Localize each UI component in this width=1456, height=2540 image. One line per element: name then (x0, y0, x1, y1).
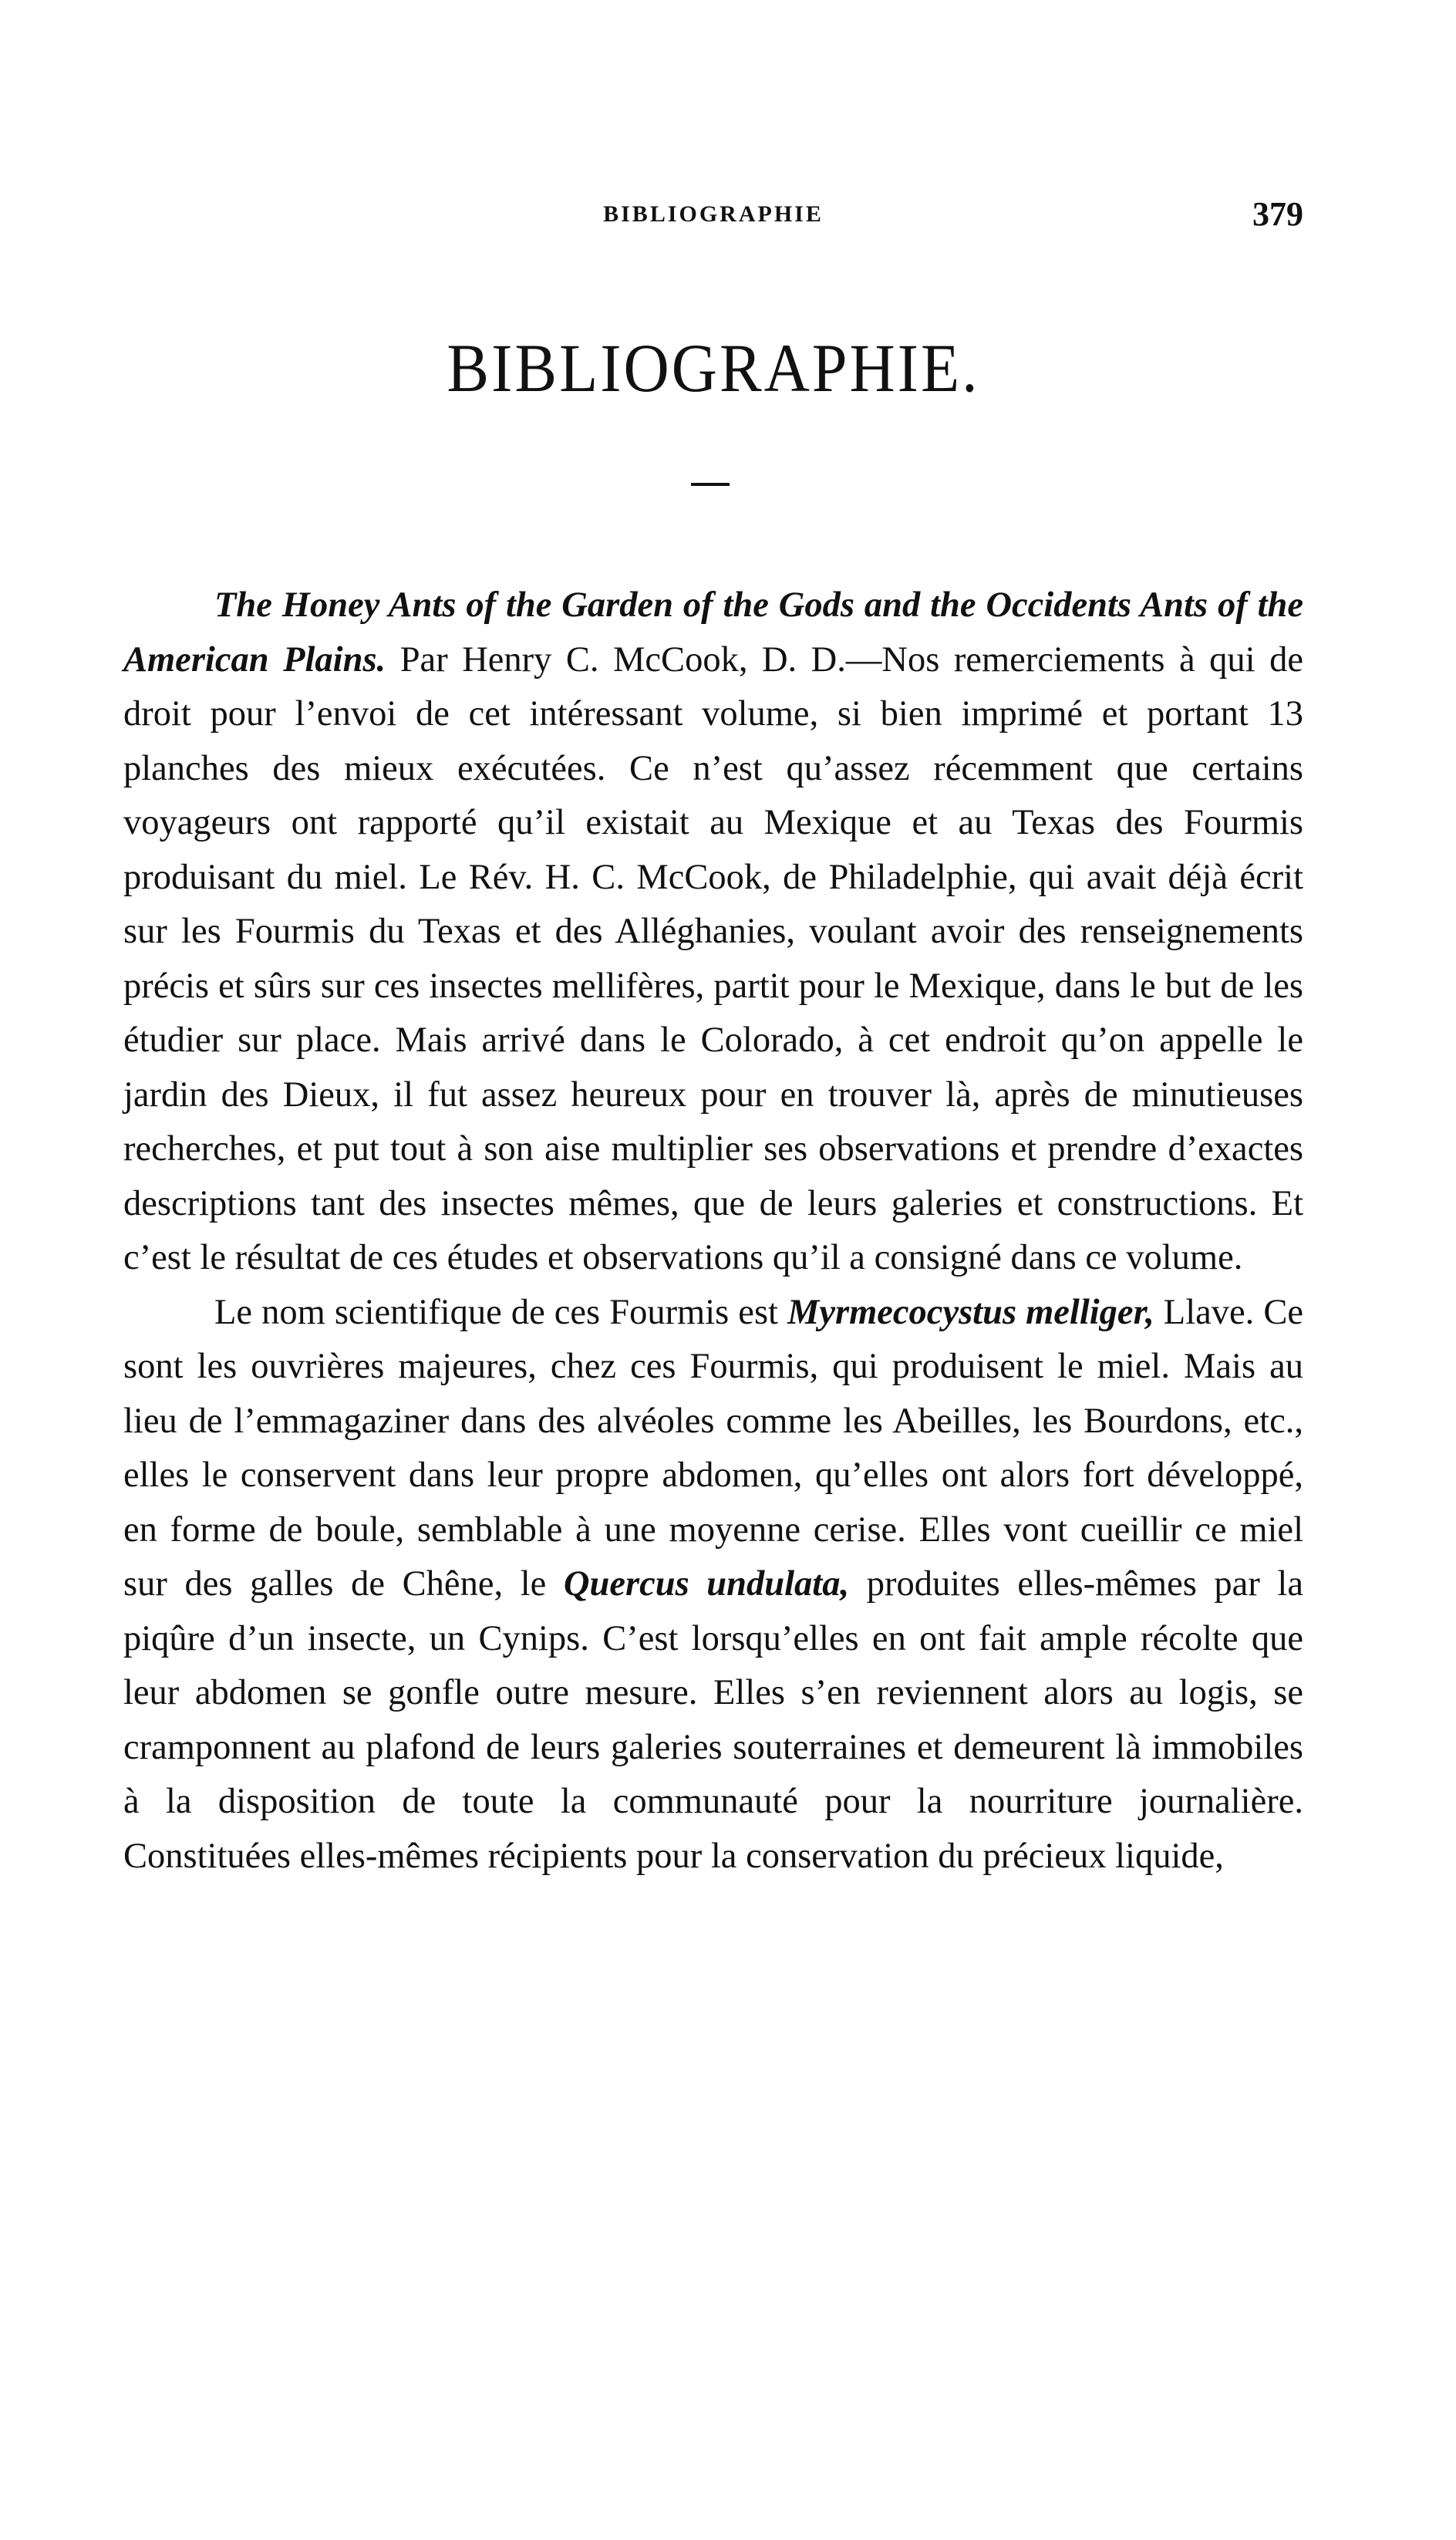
paragraph-2-text-start: Le nom scientifique de ces Fourmis est (214, 1292, 788, 1332)
page-number: 379 (1252, 195, 1303, 233)
paragraph-2-text-end: produites elles-mêmes par la piqûre d’un insecte, un Cynips. C’est lorsqu’elles en ont fait ample récolte que leur abdomen se gonfle outre mesure. Elles s’en reviennent alors au logis, se cramponnent au plafond de leurs galeries souterraines et demeurent là immobiles à la disposition de toute la communauté pour la nourriture journalière. Constituées elles-mêmes récipients pour la conservation du précieux liquide, (123, 1564, 1303, 1876)
paragraph-1-text: Par Henry C. McCook, D. D.—Nos remerciements à qui de droit pour l’envoi de cet intéressant volume, si bien imprimé et portant 13 planches des mieux exécutées. Ce n’est qu’assez récemment que certains voyageurs ont rapporté qu’il existait au Mexique et au Texas des Fourmis produisant du miel. Le Rév. H. C. McCook, de Philadelphie, qui avait déjà écrit sur les Fourmis du Texas et des Alléghanies, voulant avoir des renseignements précis et sûrs sur ces insectes mellifères, partit pour le Mexique, dans le but de les étudier sur place. Mais arrivé dans le Colorado, à cet endroit qu’on appelle le jardin des Dieux, il fut assez heureux pour en trouver là, après de minutieuses recherches, et put tout à son aise multiplier ses observations et prendre d’exactes descriptions tant des insectes mêmes, que de leurs galeries et constructions. Et c’est le résultat de ces études et observations qu’il a consigné dans ce volume. (123, 639, 1303, 1277)
title-divider (691, 483, 730, 486)
paragraph-1 (123, 578, 1303, 1286)
paragraph-2-text-middle: Llave. Ce sont les ouvrières majeures, chez ces Fourmis, qui produisent le miel. Mais au lieu de l’emmagaziner dans des alvéoles comme les Abeilles, les Bourdons, etc., elles le conservent dans leur propre abdomen, qu’elles ont alors fort développé, en forme de boule, semblable à une moyenne cerise. Elles vont cueillir ce miel sur des galles de Chêne, le (123, 1292, 1303, 1604)
body-text (123, 578, 1303, 1884)
book-title: The Honey Ants of the Garden of the Gods and the Occidents Ants of the American Plains. (123, 585, 1303, 680)
running-head (123, 191, 1303, 238)
species-name: Myrmecocystus melliger, (787, 1292, 1154, 1332)
running-title: BIBLIOGRAPHIE (603, 201, 824, 227)
oak-species-name: Quercus undulata, (563, 1564, 850, 1604)
section-title: BIBLIOGRAPHIE. (447, 330, 980, 406)
paragraph-2 (123, 1286, 1303, 1884)
